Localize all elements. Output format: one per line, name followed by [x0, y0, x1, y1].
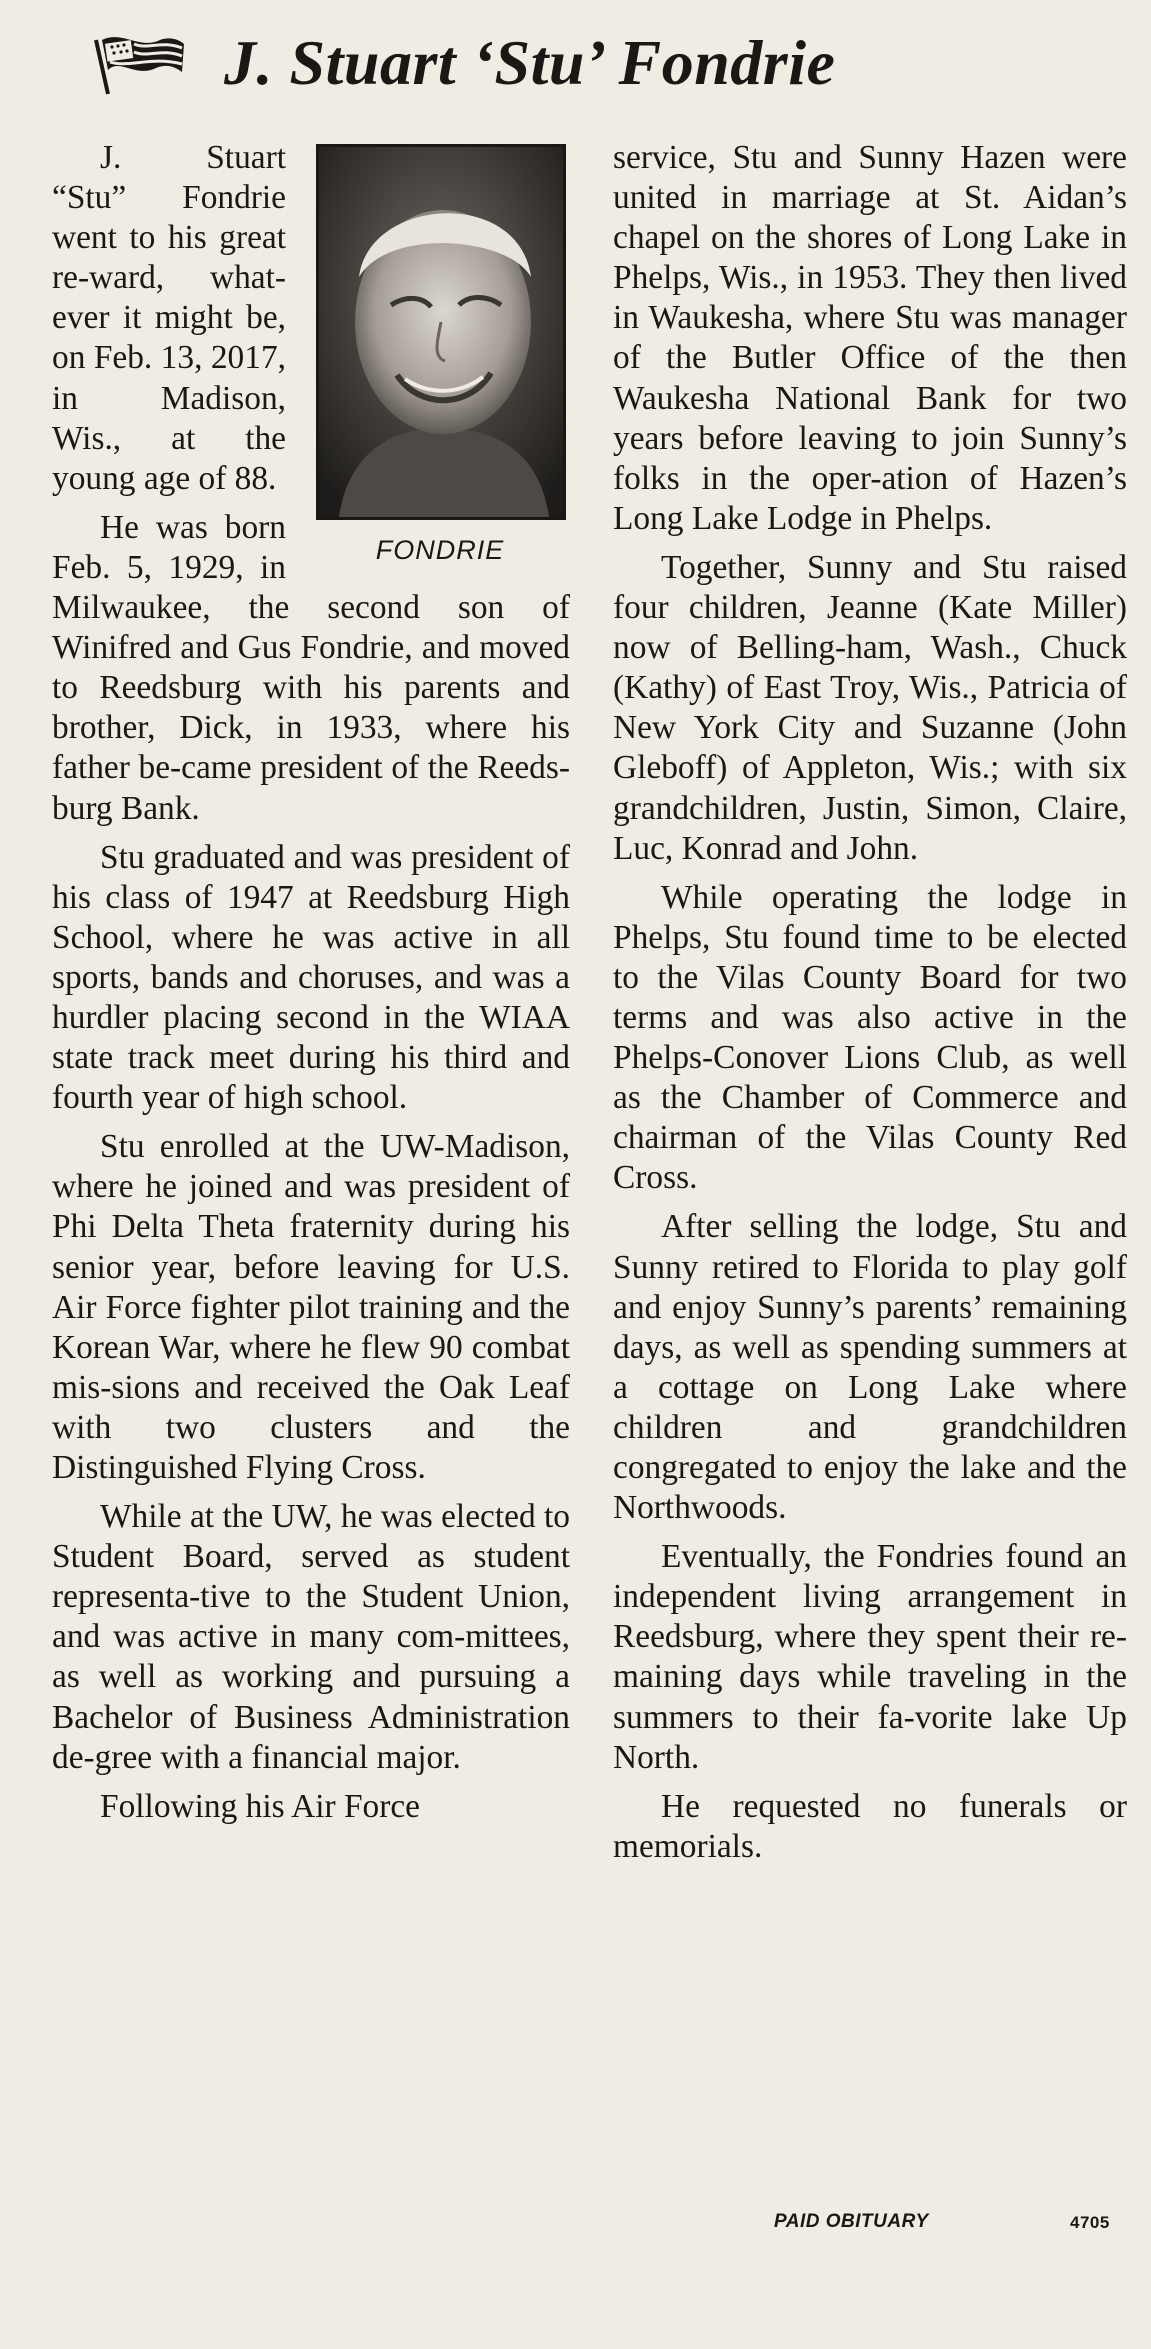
- paragraph: While at the UW, he was elected to Student Board, served as student representa-tive to the Student Union, and was active in many com-mittees, as well as working and pursuing a Bachelor of Business Administration de-gree with a financial major.: [52, 1498, 570, 1776]
- paragraph: Eventually, the Fondries found an independent living arrangement in Reedsburg, where they spent their re-maining days while traveling in the summers to their fa-vorite lake Up North.: [613, 1538, 1127, 1776]
- paid-obituary-label: PAID OBITUARY: [774, 2211, 929, 2232]
- paragraph: Together, Sunny and Stu raised four children, Jeanne (Kate Miller) now of Belling-ham, Wash., Chuck (Kathy) of East Troy, Wis., Patricia of New York City and Suzanne (John Gleboff) of Appleton, Wis.; with six grandchildren, Justin, Simon, Claire, Luc, Konrad and John.: [613, 548, 1127, 867]
- portrait-photo: [316, 144, 566, 520]
- paragraph: service, Stu and Sunny Hazen were united in marriage at St. Aidan’s chapel on the shores of Long Lake in Phelps, Wis., in 1953. They then lived in Waukesha, where Stu was manager of the Butler Office of the then Waukesha National Bank for two years before leaving to join Sunny’s folks in the oper-ation of Hazen’s Long Lake Lodge in Phelps.: [613, 139, 1127, 537]
- paragraph: He requested no funerals or memorials.: [613, 1787, 1127, 1865]
- portrait-image: [319, 147, 563, 517]
- flag-icon: [88, 28, 188, 98]
- paragraph: While operating the lodge in Phelps, Stu found time to be elected to the Vilas County Board for two terms and was also active in the Phelps-Conover Lions Club, as well as the Chamber of Commerce and chairman of the Vilas County Red Cross.: [613, 878, 1127, 1197]
- right-column: [613, 138, 1127, 1876]
- obituary-header: [88, 18, 1128, 108]
- portrait-caption: FONDRIE: [375, 535, 505, 565]
- paragraph: J. Stuart “Stu” Fondrie went to his great re-ward, what-ever it might be, on Feb. 13, 2017, in Madison, Wis., at the young age of 88.: [52, 139, 286, 497]
- ad-code: 4705: [1070, 2213, 1110, 2232]
- paragraph: After selling the lodge, Stu and Sunny retired to Florida to play golf and enjoy Sunny’s parents’ remaining days, as well as spending summers at a cottage on Long Lake where children and grandchildren congregated to enjoy the lake and the Northwoods.: [613, 1208, 1127, 1527]
- paragraph: He was born Feb. 5, 1929, in Milwaukee, the second son of Winifred and Gus Fondrie, and moved to Reedsburg with his parents and brother, Dick, in 1933, where his father be-came president of the Reeds-burg Bank.: [52, 508, 570, 827]
- paragraph: Stu enrolled at the UW-Madison, where he joined and was president of Phi Delta Theta fraternity during his senior year, before leaving for U.S. Air Force fighter pilot training and the Korean War, where he flew 90 combat mis-sions and received the Oak Leaf with two clusters and the Distinguished Flying Cross.: [52, 1128, 570, 1486]
- portrait-figure: [316, 144, 574, 570]
- paragraph: Following his Air Force: [100, 1787, 420, 1825]
- left-column: [52, 138, 570, 1836]
- obituary-title: J. Stuart ‘Stu’ Fondrie: [224, 27, 836, 98]
- paragraph: Stu graduated and was president of his class of 1947 at Reedsburg High School, where he was active in all sports, bands and choruses, and was a hurdler placing second in the WIAA state track meet during his third and fourth year of high school.: [52, 838, 570, 1117]
